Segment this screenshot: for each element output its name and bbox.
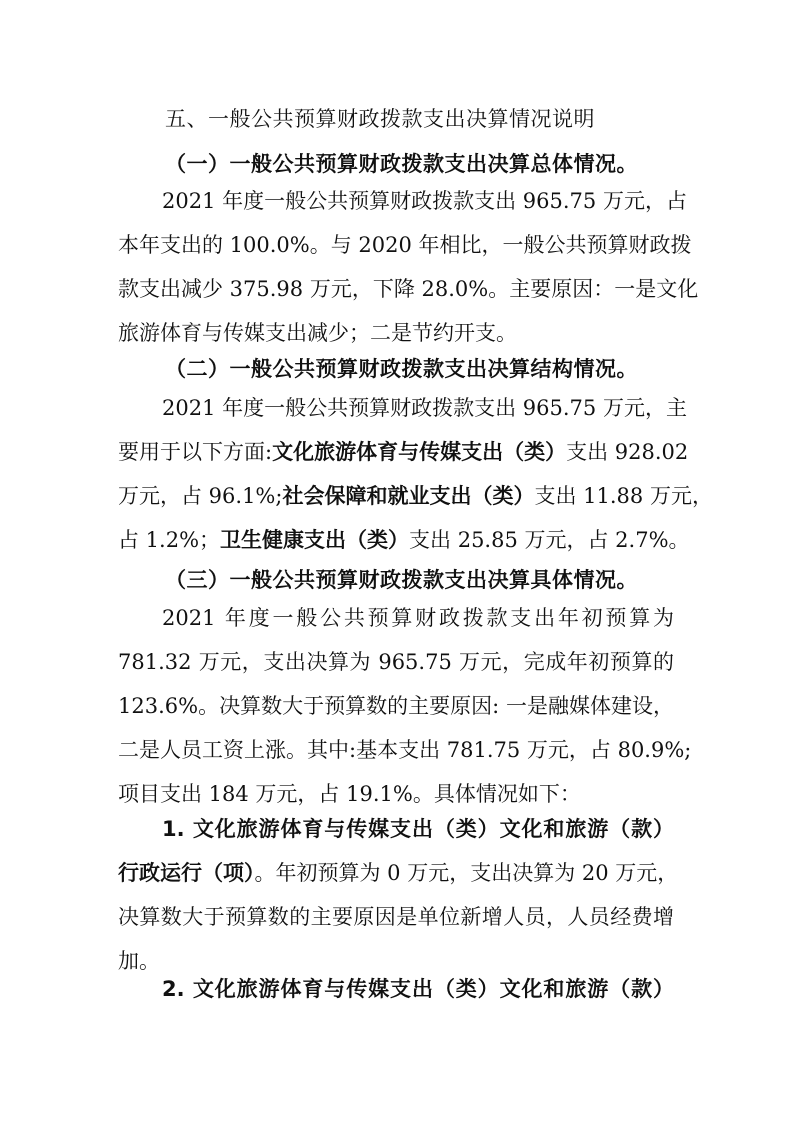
paragraph-line: 2021 年度一般公共预算财政拨款支出 965.75 万元，占 bbox=[162, 189, 687, 213]
paragraph-line bbox=[118, 518, 690, 562]
subsection-3-title: （三）一般公共预算财政拨款支出决算具体情况。 bbox=[165, 568, 638, 592]
item-heading: 1. 文化旅游体育与传媒支出（类）文化和旅游（款） bbox=[162, 817, 674, 841]
item-heading-cont: 行政运行（项） bbox=[118, 861, 255, 885]
category-bold: 社会保障和就业支出（类） bbox=[282, 484, 535, 508]
paragraph-line: 2021 年度一般公共预算财政拨款支出 965.75 万元，主 bbox=[162, 396, 687, 420]
subsection-1-paragraph bbox=[118, 179, 699, 355]
paragraph-line: 二是人员工资上涨。其中:基本支出 781.75 万元，占 80.9%; bbox=[118, 738, 692, 762]
category-bold: 文化旅游体育与传媒支出（类） bbox=[272, 440, 567, 464]
paragraph-line: 决算数大于预算数的主要原因是单位新增人员，人员经费增 bbox=[118, 905, 674, 929]
paragraph-line: 2021 年度一般公共预算财政拨款支出年初预算为 bbox=[162, 606, 674, 630]
text-segment: 支出 928.02 bbox=[566, 440, 689, 464]
category-bold: 卫生健康支出（类） bbox=[220, 528, 410, 552]
text-segment: 万元，占 96.1%; bbox=[118, 484, 283, 508]
paragraph-line: 781.32 万元，支出决算为 965.75 万元，完成年初预算的 bbox=[118, 650, 674, 674]
paragraph-line: 本年支出的 100.0%。与 2020 年相比，一般公共预算财政拨 bbox=[118, 233, 692, 257]
paragraph-line: 旅游体育与传媒支出减少；二是节约开支。 bbox=[118, 321, 517, 345]
paragraph-line bbox=[118, 430, 689, 474]
text-segment: 支出 25.85 万元，占 2.7%。 bbox=[409, 528, 690, 552]
item-1-paragraph bbox=[118, 807, 679, 983]
paragraph-line bbox=[118, 474, 713, 518]
subsection-1-title: （一）一般公共预算财政拨款支出决算总体情况。 bbox=[165, 152, 638, 176]
text-segment: 支出 11.88 万元， bbox=[534, 484, 713, 508]
subsection-2-title: （二）一般公共预算财政拨款支出决算结构情况。 bbox=[165, 357, 638, 381]
paragraph-line: 项目支出 184 万元，占 19.1%。具体情况如下： bbox=[118, 782, 581, 806]
paragraph-line: 款支出减少 375.98 万元，下降 28.0%。主要原因：一是文化 bbox=[118, 277, 699, 301]
text-segment: 。年初预算为 0 万元，支出决算为 20 万元， bbox=[254, 861, 679, 885]
paragraph-line bbox=[118, 851, 679, 895]
paragraph-line: 123.6%。决算数大于预算数的主要原因: 一是融媒体建设， bbox=[118, 694, 674, 718]
subsection-2-paragraph bbox=[118, 386, 713, 562]
paragraph-line: 加。 bbox=[118, 949, 160, 973]
text-segment: 要用于以下方面: bbox=[118, 440, 273, 464]
subsection-3-paragraph bbox=[118, 596, 692, 816]
item-heading: 2. 文化旅游体育与传媒支出（类）文化和旅游（款） bbox=[162, 977, 674, 1001]
text-segment: 占 1.2%； bbox=[118, 528, 221, 552]
section-title: 五、一般公共预算财政拨款支出决算情况说明 bbox=[165, 107, 595, 131]
item-2-paragraph bbox=[118, 967, 674, 1011]
